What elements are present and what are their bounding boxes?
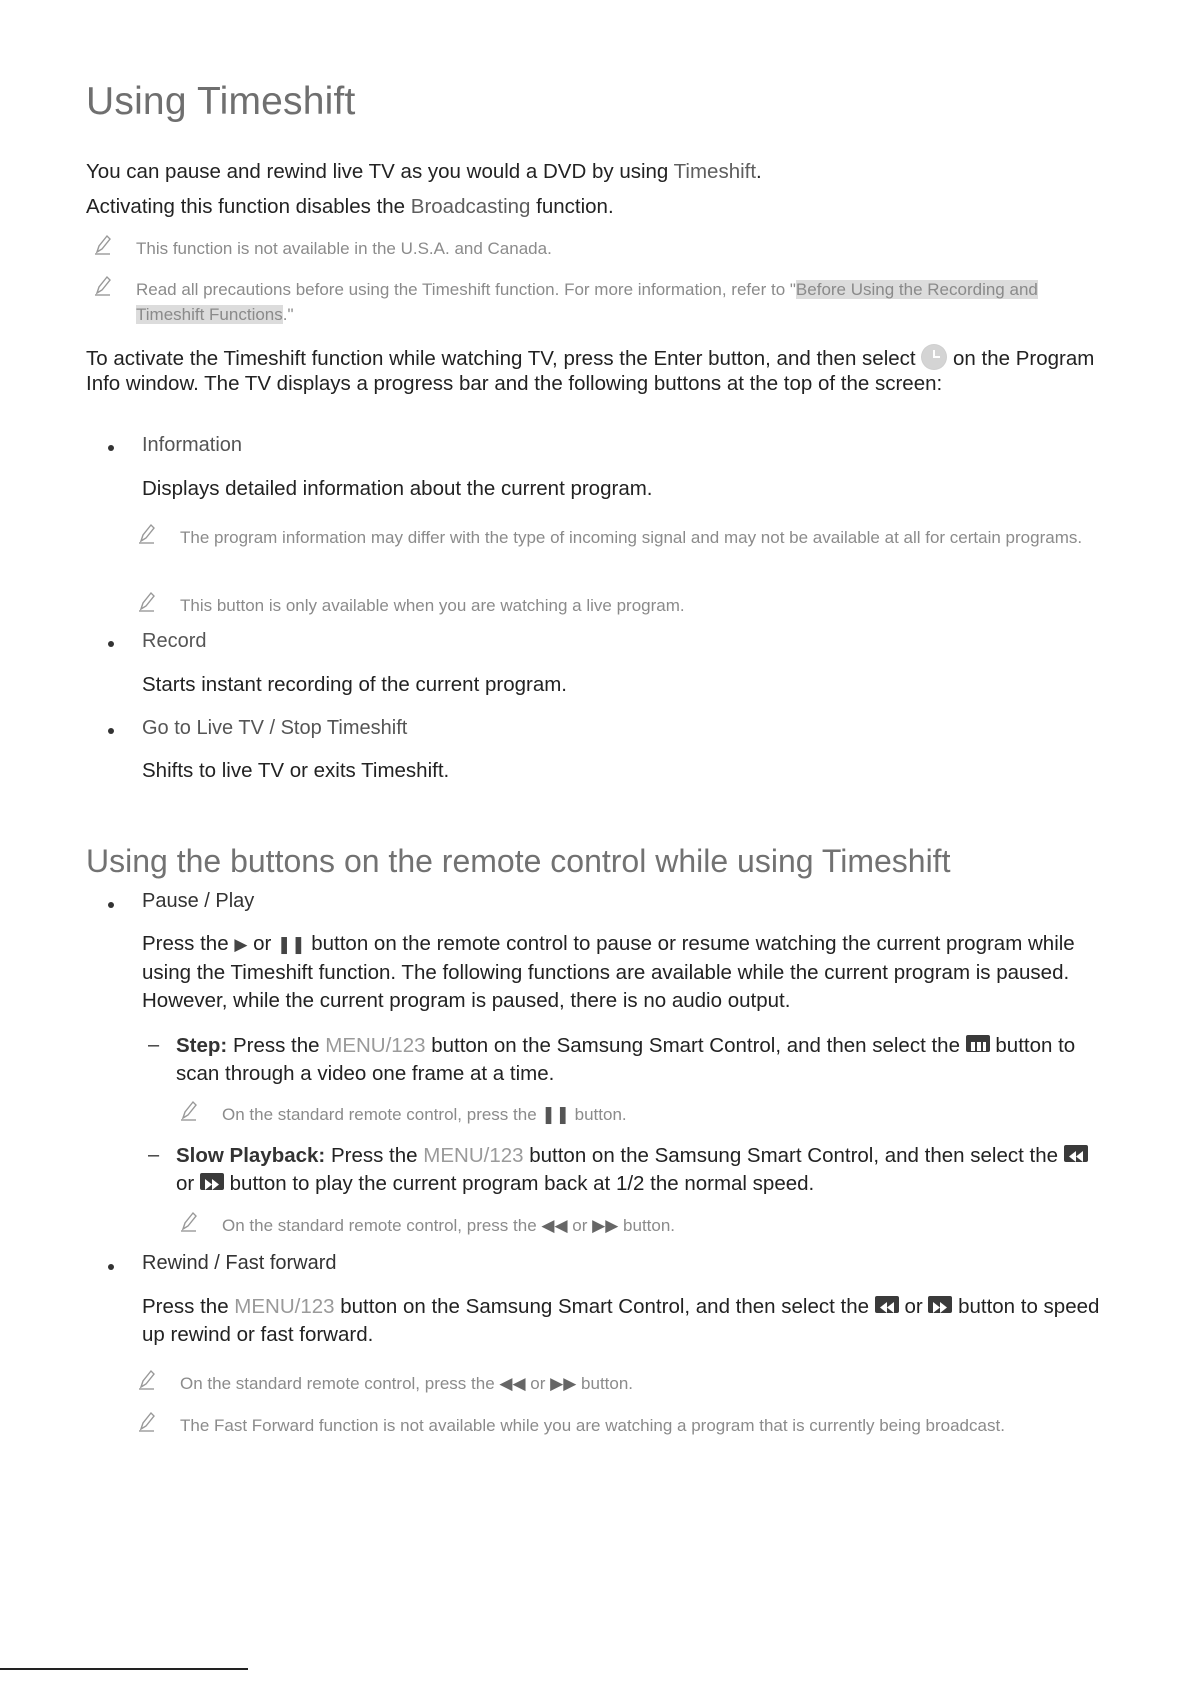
item-title-information: Information <box>142 434 243 456</box>
rewind-small-icon: ◀◀ <box>541 1216 568 1235</box>
rewind-ff-title: Rewind / Fast forward <box>142 1252 337 1274</box>
pause-play-desc <box>142 930 1107 1015</box>
bullet <box>108 1264 114 1270</box>
pause-play-title: Pause / Play <box>142 890 255 912</box>
bullet <box>108 902 114 908</box>
step-note-b: button. <box>574 1105 627 1124</box>
step-note-a: On the standard remote control, press the <box>222 1105 537 1124</box>
footer-rule <box>0 1668 248 1670</box>
timeshift-term: Timeshift <box>673 160 757 183</box>
precautions-link[interactable]: Before Using the Recording and Timeshift Functions <box>136 280 1038 324</box>
note-availability: This function is not available in the U.S.A. and Canada. <box>136 239 552 258</box>
timeshift-clock-icon <box>921 344 947 370</box>
menu-123-term: MENU/123 <box>325 1034 426 1057</box>
note-pen-icon <box>94 274 112 296</box>
note-pen-icon <box>138 1368 156 1390</box>
fast-forward-button-icon <box>200 1173 224 1190</box>
bullet <box>108 728 114 734</box>
rw-note-1 <box>180 1371 1080 1396</box>
intro-text-3: function. <box>530 195 614 218</box>
intro-line-2 <box>86 193 1146 221</box>
fast-forward-small-icon: ▶▶ <box>592 1216 619 1235</box>
slow-note-or: or <box>572 1216 588 1235</box>
pause-small-icon: ❚❚ <box>541 1105 570 1124</box>
pause-text-a: Press the <box>142 932 229 955</box>
activate-text-a: To activate the Timeshift function while watching TV, press the Enter button, and then select <box>86 347 916 370</box>
pause-icon: ❚❚ <box>277 935 306 954</box>
menu-123-term: MENU/123 <box>234 1295 335 1318</box>
note-precautions <box>136 277 1096 327</box>
rw-note1-a: On the standard remote control, press the <box>180 1374 495 1393</box>
step-text-c: button to scan through a video one frame at a time. <box>176 1034 1076 1085</box>
activate-text-b: on the Program Info window. The TV displays a progress bar and the following buttons at the top of the screen: <box>86 347 1095 395</box>
play-icon: ▶ <box>234 935 248 954</box>
item-desc-information: Displays detailed information about the current program. <box>142 477 653 500</box>
intro-line-1 <box>86 158 1146 186</box>
note-pen-icon <box>138 522 156 544</box>
item-desc-record: Starts instant recording of the current program. <box>142 673 568 696</box>
intro-text-2: Activating this function disables the <box>86 195 411 218</box>
step-text-b: button on the Samsung Smart Control, and then select the <box>425 1034 960 1057</box>
slow-text-c: button to play the current program back at 1/2 the normal speed. <box>229 1172 815 1195</box>
intro-text: You can pause and rewind live TV as you would a DVD by using <box>86 160 674 183</box>
note-live-only: This button is only available when you are watching a live program. <box>180 596 685 615</box>
slow-note-a: On the standard remote control, press the <box>222 1216 537 1235</box>
rw-text-a: Press the <box>142 1295 235 1318</box>
section-title: Using the buttons on the remote control while using Timeshift <box>86 843 951 879</box>
slow-note <box>222 1213 1082 1238</box>
slow-desc <box>176 1142 1091 1198</box>
activate-paragraph <box>86 344 1101 396</box>
slow-note-b: button. <box>623 1216 676 1235</box>
pause-or: or <box>253 932 272 955</box>
note-pen-icon <box>138 1410 156 1432</box>
bullet <box>108 445 114 451</box>
item-desc-live-tv: Shifts to live TV or exits Timeshift. <box>142 759 450 782</box>
rewind-ff-desc <box>142 1293 1102 1349</box>
pause-text-b: button on the remote control to pause or resume watching the current program while using the Timeshift function. The following functions are available while the current program is paused. However, while the current program is paused, there is no audio output. <box>142 932 1075 1012</box>
rw-note1-or: or <box>530 1374 546 1393</box>
slow-or: or <box>176 1172 195 1195</box>
rw-text-b: button on the Samsung Smart Control, and then select the <box>334 1295 870 1318</box>
note-pen-icon <box>180 1210 198 1232</box>
step-label: Step: <box>176 1034 228 1057</box>
menu-123-term: MENU/123 <box>423 1144 524 1167</box>
note-precautions-end: ." <box>282 305 294 324</box>
rewind-button-icon <box>1064 1145 1088 1162</box>
item-title-record: Record <box>142 630 207 652</box>
note-pen-icon <box>180 1099 198 1121</box>
dash: – <box>148 1034 160 1056</box>
step-note <box>222 1102 1082 1127</box>
broadcasting-term: Broadcasting <box>410 195 531 218</box>
rw-note-2: The Fast Forward function is not available while you are watching a program that is currently being broadcast. <box>180 1416 1005 1435</box>
bullet <box>108 641 114 647</box>
page-title: Using Timeshift <box>86 80 356 123</box>
rewind-button-icon <box>875 1296 899 1313</box>
fast-forward-button-icon <box>928 1296 952 1313</box>
step-text-a: Press the <box>227 1034 326 1057</box>
rw-note1-b: button. <box>581 1374 634 1393</box>
note-pen-icon <box>138 590 156 612</box>
fast-forward-small-icon: ▶▶ <box>550 1374 577 1393</box>
slow-text-b: button on the Samsung Smart Control, and then select the <box>523 1144 1058 1167</box>
rw-or: or <box>904 1295 923 1318</box>
note-pen-icon <box>94 233 112 255</box>
slow-text-a: Press the <box>325 1144 424 1167</box>
step-button-icon <box>966 1035 990 1052</box>
step-desc <box>176 1032 1076 1088</box>
slow-label: Slow Playback: <box>176 1144 326 1167</box>
intro-period: . <box>756 160 762 183</box>
note-precautions-text: Read all precautions before using the Timeshift function. For more information, refer to " <box>136 280 796 299</box>
rewind-small-icon: ◀◀ <box>499 1374 526 1393</box>
item-title-live-tv: Go to Live TV / Stop Timeshift <box>142 717 408 739</box>
dash: – <box>148 1144 160 1166</box>
note-program-info: The program information may differ with the type of incoming signal and may not be available at all for certain programs. <box>180 528 1083 547</box>
rw-text-c: button to speed up rewind or fast forward. <box>142 1295 1100 1346</box>
